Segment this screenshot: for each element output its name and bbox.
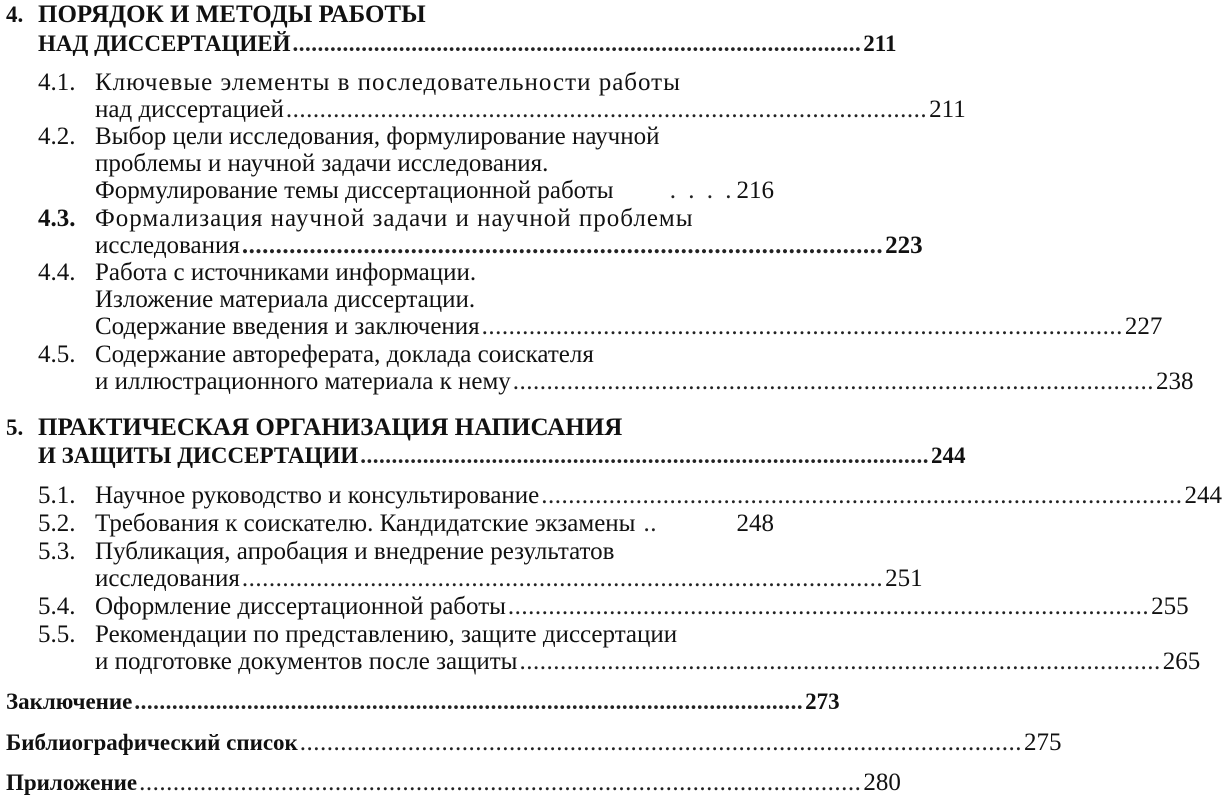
section-title-line: и подготовке документов после защиты [95, 648, 518, 675]
toc-entry-appendix [6, 768, 901, 798]
chapter-title-line: НАД ДИССЕРТАЦИЕЙ [38, 31, 291, 56]
page-number: 255 [1151, 593, 1189, 620]
page-number: 238 [1156, 368, 1194, 395]
page-number: 244 [931, 443, 966, 468]
section-title-line: Научное руководство и консультирование [95, 482, 540, 509]
dot-leader: ........................................................................................................... [299, 729, 1023, 756]
section-title-line: Формулирование темы диссертационной работы [95, 177, 614, 204]
chapter-title-line: И ЗАЩИТЫ ДИССЕРТАЦИИ [38, 443, 359, 468]
page-number: 280 [863, 769, 901, 796]
section-number: 5.2. [38, 510, 76, 537]
section-title-line: Выбор цели исследования, формулирование научной [95, 123, 660, 150]
page-number: 265 [1162, 648, 1201, 675]
back-matter-title: Библиографический список [6, 730, 298, 755]
section-title-line: исследования [95, 565, 240, 592]
back-matter-title: Приложение [6, 770, 138, 795]
section-title-line: Содержание введения и заключения [95, 313, 480, 340]
section-title-line: Содержание автореферата, доклада соискателя [95, 341, 594, 368]
section-title-line: над диссертацией [95, 96, 284, 123]
section-title-line: Публикация, апробация и внедрение результатов [95, 538, 615, 565]
toc-entry [95, 95, 966, 125]
dot-leader: . . . . [669, 177, 735, 204]
page-number: 211 [929, 96, 966, 123]
section-number: 5.4. [38, 593, 76, 620]
section-number: 5.5. [38, 621, 76, 648]
section-title-line: Изложение материала диссертации. [95, 286, 476, 313]
page-number: 223 [885, 232, 923, 259]
section-title-line: Рекомендации по представлению, защите диссертации [95, 621, 678, 648]
chapter-number: 4. [6, 2, 24, 27]
section-title-line: и иллюстрационного материала к нему [95, 368, 511, 395]
dot-leader: ............................................................................................... [481, 313, 1123, 340]
section-title-line: Требования к соискателю. Кандидатские экзамены [95, 510, 636, 537]
dot-leader: ........................................................................................................... [134, 689, 804, 714]
toc-entry [95, 592, 1189, 622]
toc-entry [95, 509, 774, 539]
dot-leader: ............................................................................................... [519, 648, 1161, 675]
page-number: 244 [1184, 482, 1222, 509]
section-number: 4.4. [38, 259, 76, 286]
dot-leader: ........................................................................................................... [139, 769, 862, 796]
dot-leader: ............................................................................................... [241, 232, 884, 259]
section-title-line: проблемы и научной задачи исследования. [95, 150, 549, 177]
toc-entry [95, 647, 1201, 677]
section-number: 4.3. [38, 205, 76, 232]
page-number: 248 [736, 510, 774, 537]
toc-entry [95, 367, 1194, 397]
toc-entry [95, 312, 1163, 342]
page-number: 275 [1024, 729, 1062, 756]
chapter-number: 5. [6, 415, 24, 440]
toc-entry [95, 481, 1222, 511]
dot-leader: ............................................................................................... [541, 482, 1183, 509]
section-title-line: Работа с источниками информации. [95, 259, 477, 286]
section-number: 5.3. [38, 538, 76, 565]
page-number: 251 [885, 565, 923, 592]
toc-entry-conclusion [6, 687, 840, 717]
section-number: 4.1. [38, 69, 76, 96]
section-number: 4.5. [38, 341, 76, 368]
section-number: 4.2. [38, 123, 76, 150]
section-title-line: Формализация научной задачи и научной проблемы [95, 205, 694, 232]
dot-leader: ........................................................................................... [360, 443, 930, 468]
page-number: 273 [805, 689, 840, 714]
dot-leader: ............................................................................................... [507, 593, 1150, 620]
chapter-title-line: ПОРЯДОК И МЕТОДЫ РАБОТЫ [38, 1, 426, 28]
chapter-title-line: ПРАКТИЧЕСКАЯ ОРГАНИЗАЦИЯ НАПИСАНИЯ [38, 414, 623, 441]
dot-leader: ............................................................................................... [285, 96, 928, 123]
chapter-title-entry [38, 441, 966, 471]
section-title-line: исследования [95, 232, 240, 259]
toc-entry [95, 231, 923, 261]
back-matter-title: Заключение [6, 689, 133, 714]
section-title-line: Ключевые элементы в последовательности работы [95, 69, 681, 96]
page-number: 216 [736, 177, 774, 204]
page-number: 227 [1124, 313, 1163, 340]
dot-leader: .. [643, 510, 657, 537]
toc-entry [95, 176, 774, 206]
section-title-line: Оформление диссертационной работы [95, 593, 506, 620]
chapter-title-entry [38, 29, 897, 59]
toc-entry-bibliography [6, 728, 1062, 758]
dot-leader: ........................................................................................... [292, 31, 862, 56]
dot-leader: ............................................................................................... [241, 565, 884, 592]
section-number: 5.1. [38, 482, 76, 509]
toc-entry [95, 564, 923, 594]
page-number: 211 [863, 31, 897, 56]
dot-leader: ............................................................................................... [512, 368, 1155, 395]
